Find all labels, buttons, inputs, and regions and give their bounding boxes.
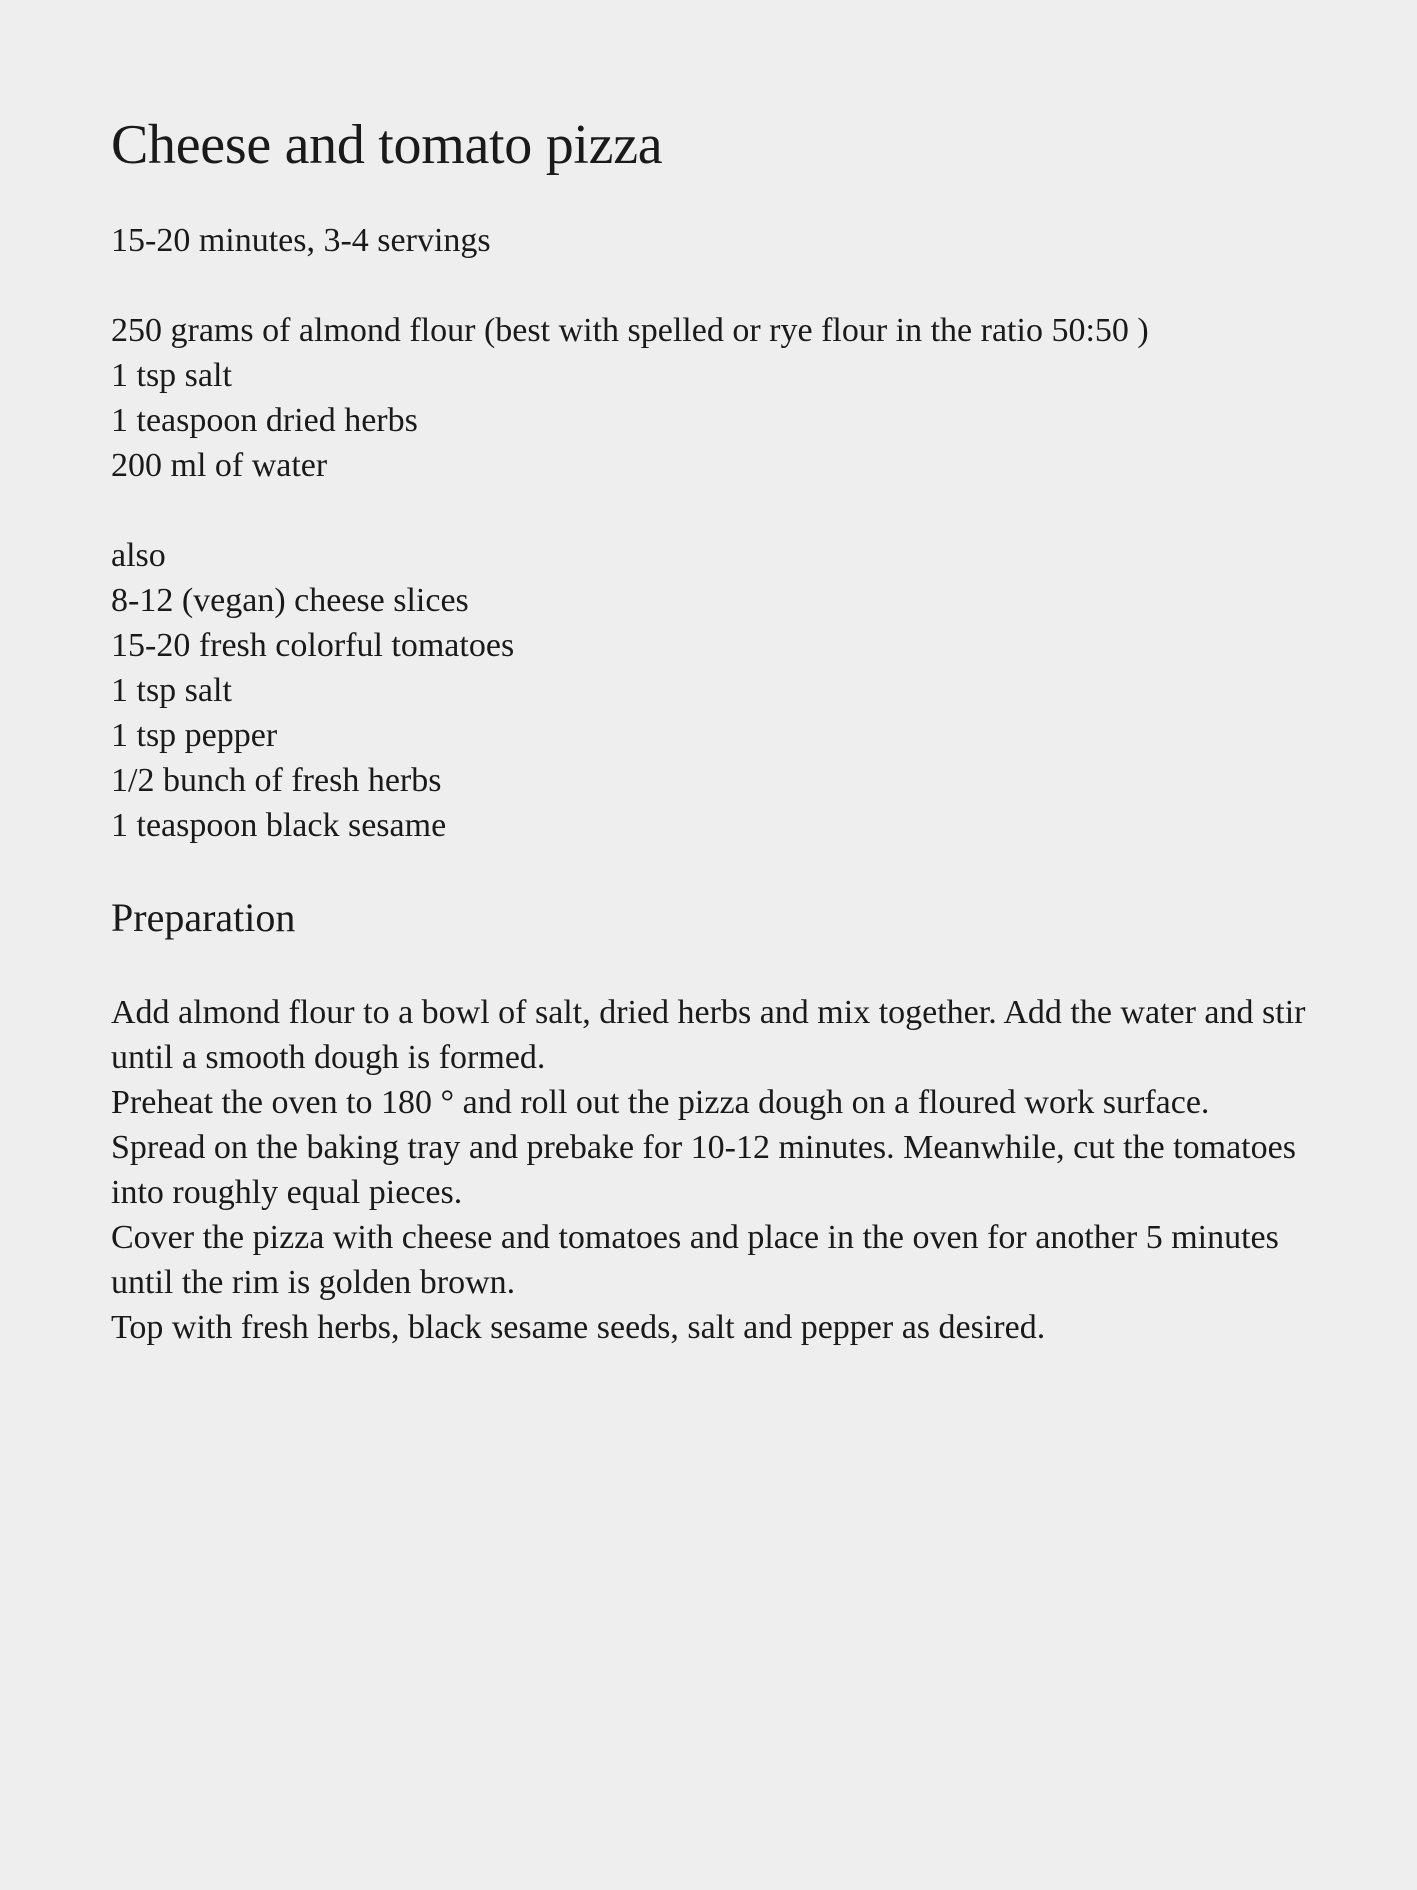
extra-ingredient-label: also (111, 537, 166, 574)
ingredient-item: 1 tsp salt (111, 357, 232, 394)
extra-ingredient-item: 1 tsp pepper (111, 717, 278, 754)
ingredient-item: 250 grams of almond flour (best with spelled or rye flour in the ratio 50:50 ) (111, 312, 1149, 349)
extra-ingredient-item: 8-12 (vegan) cheese slices (111, 582, 469, 619)
preparation-heading: Preparation (111, 895, 296, 940)
recipe-document (111, 112, 1311, 1350)
extra-ingredient-item: 1/2 bunch of fresh herbs (111, 762, 442, 799)
extra-ingredient-item: 15-20 fresh colorful tomatoes (111, 627, 515, 664)
extra-ingredient-item: 1 teaspoon black sesame (111, 807, 447, 844)
preparation-step: Top with fresh herbs, black sesame seeds, salt and pepper as desired. (111, 1309, 1046, 1346)
preparation-steps (111, 990, 1311, 1350)
extra-ingredient-item: 1 tsp salt (111, 672, 232, 709)
ingredient-item: 200 ml of water (111, 447, 328, 484)
recipe-meta: 15-20 minutes, 3-4 servings (111, 222, 491, 259)
preparation-step: Cover the pizza with cheese and tomatoes and place in the oven for another 5 minutes until the rim is golden brown. (111, 1219, 1279, 1301)
preparation-step: Preheat the oven to 180 ° and roll out the pizza dough on a floured work surface. Spread on the baking tray and prebake for 10-12 minutes. Meanwhile, cut the tomatoes into roughly equal pieces. (111, 1084, 1296, 1211)
ingredient-list (111, 308, 1311, 488)
extra-ingredient-list (111, 533, 1311, 848)
ingredient-item: 1 teaspoon dried herbs (111, 402, 418, 439)
recipe-title: Cheese and tomato pizza (111, 114, 663, 176)
preparation-step: Add almond flour to a bowl of salt, dried herbs and mix together. Add the water and stir until a smooth dough is formed. (111, 994, 1306, 1076)
